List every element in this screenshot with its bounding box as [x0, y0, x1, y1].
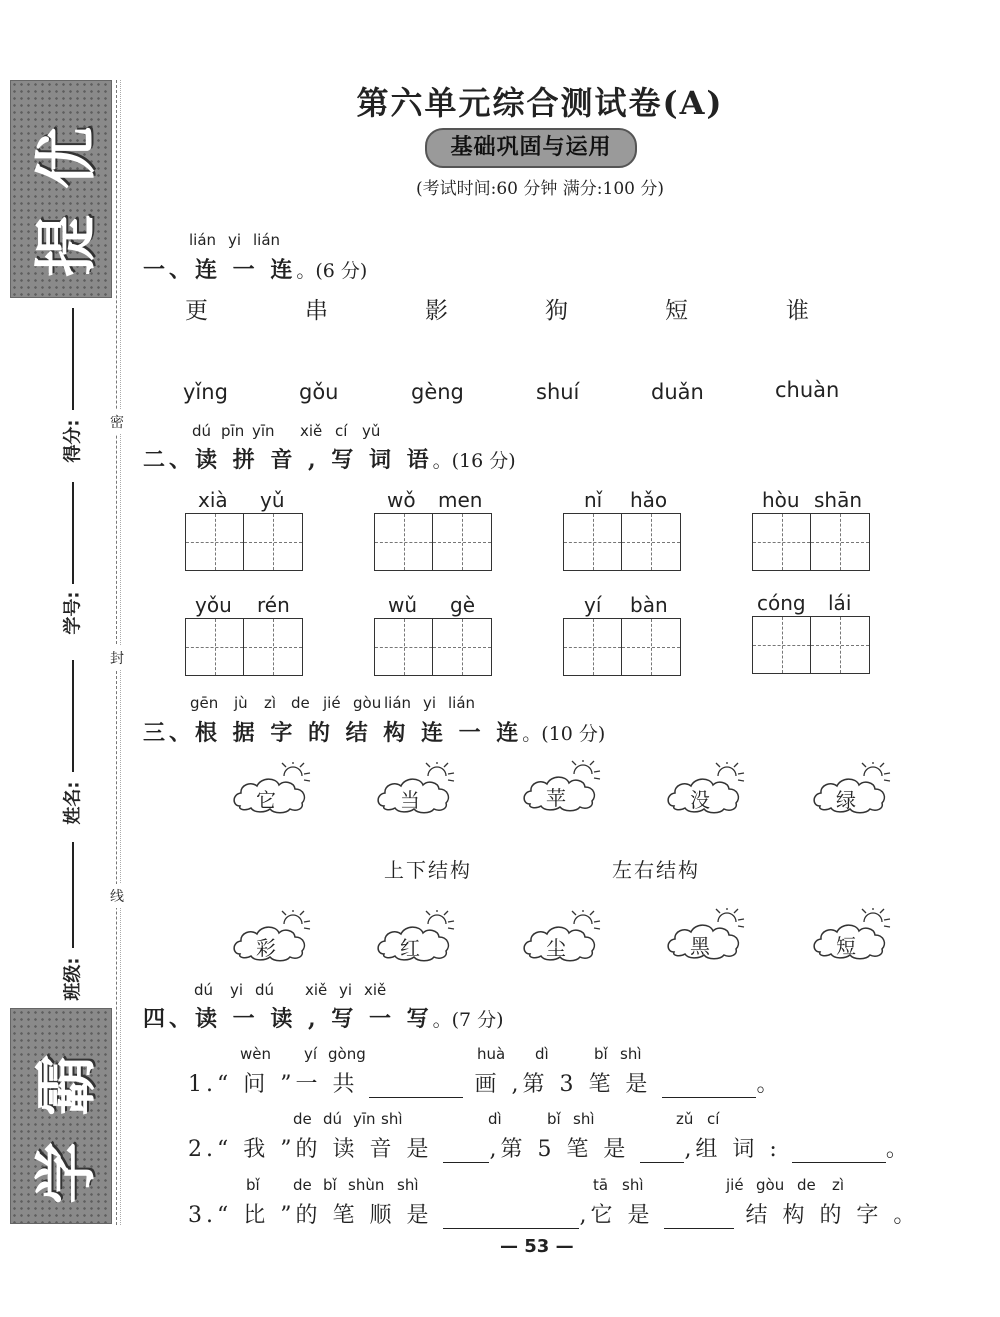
s2-word1-box[interactable]: [185, 513, 303, 571]
s2-word5-box[interactable]: [185, 618, 303, 676]
badge-bottom: [10, 1008, 112, 1224]
s3-pinyin-5: jié: [323, 694, 341, 712]
s3-pinyin-9: lián: [448, 694, 476, 712]
q2-end: 。: [885, 1137, 912, 1162]
s2-pinyin-1: dú: [192, 422, 212, 440]
q1-pinyin-b3: bǐ: [594, 1045, 608, 1063]
s2-word6-py-b: gè: [450, 593, 475, 617]
q2-text-b: ,第 5 笔 是: [489, 1137, 630, 1162]
q2-blank-3[interactable]: [792, 1140, 886, 1163]
s3-top-char-1: 它: [256, 788, 276, 812]
q2-pinyin-c1: zǔ: [676, 1110, 694, 1128]
s3-top-char-2: 当: [400, 788, 420, 812]
q2-text-c: ,组 词 :: [684, 1137, 781, 1162]
s2-word6-box[interactable]: [374, 618, 492, 676]
q3-text-c: 结 构 的 字 。: [745, 1203, 920, 1228]
s2-word7-py-b: bàn: [630, 593, 668, 617]
s4-pinyin-5: yi: [339, 981, 353, 999]
seal-mark-feng: 封: [110, 646, 124, 670]
s3-bottom-cloud-5[interactable]: [812, 908, 898, 962]
s2-word4-py-b: shān: [814, 488, 863, 512]
s2-word3-py-a: nǐ: [584, 488, 603, 512]
structure-label-top-bottom[interactable]: 上下结构: [384, 858, 472, 882]
q2-blank-2[interactable]: [640, 1140, 684, 1163]
s1-pinyin-3: lián: [253, 231, 281, 249]
s2-word4-box[interactable]: [752, 513, 870, 571]
q3-blank-1[interactable]: [443, 1206, 579, 1229]
s3-top-cloud-5[interactable]: [812, 762, 898, 816]
badge-bottom-text: 学霸: [29, 1027, 103, 1205]
section1-score: 。(6 分): [296, 260, 368, 282]
section4-score: 。(7 分): [432, 1009, 504, 1031]
s2-pinyin-2: pīn: [221, 422, 245, 440]
s3-pinyin-6: gòu: [353, 694, 382, 712]
section4-heading: [143, 1002, 504, 1033]
section1-heading-text: 一、连 一 连: [143, 257, 297, 283]
s2-word4-py-a: hòu: [762, 488, 800, 512]
score-line[interactable]: [72, 308, 74, 410]
name-line[interactable]: [72, 660, 74, 772]
q3-pinyin-a3: bǐ: [323, 1176, 337, 1194]
seal-mark-mi: 密: [110, 410, 124, 434]
q3-text-b: ,它 是: [579, 1203, 654, 1228]
q1-text-a: 1.“ 问 ”一 共: [188, 1072, 359, 1097]
s2-word2-py-a: wǒ: [387, 488, 416, 512]
q2-pinyin-a3: yīn: [353, 1110, 376, 1128]
s2-word3-py-b: hǎo: [630, 488, 668, 512]
s1-char-6[interactable]: 谁: [786, 298, 809, 324]
s3-pinyin-1: gēn: [190, 694, 219, 712]
s4-pinyin-6: xiě: [364, 981, 387, 999]
s2-word8-py-b: lái: [828, 591, 852, 615]
s3-pinyin-7: lián: [384, 694, 412, 712]
s3-top-cloud-2[interactable]: [376, 762, 462, 816]
s1-pinyin-option-2[interactable]: gǒu: [299, 380, 339, 404]
s1-char-4[interactable]: 狗: [545, 298, 568, 324]
q2-blank-1[interactable]: [443, 1140, 489, 1163]
s3-bottom-char-3: 尘: [546, 936, 566, 960]
s1-pinyin-1: lián: [189, 231, 217, 249]
s1-pinyin-2: yi: [228, 231, 242, 249]
s1-pinyin-option-3[interactable]: gèng: [411, 380, 464, 404]
q3-pinyin-b2: shì: [622, 1176, 644, 1194]
section2-heading: [143, 443, 516, 474]
exam-info: (考试时间:60 分钟 满分:100 分): [415, 179, 664, 199]
s2-word7-py-a: yí: [584, 593, 602, 617]
s3-top-cloud-1[interactable]: [232, 762, 318, 816]
q3-pinyin-a1: bǐ: [246, 1176, 260, 1194]
q1-pinyin-a2: yí: [304, 1045, 318, 1063]
seal-mark-xian: 线: [110, 884, 124, 908]
q1-blank-1[interactable]: [369, 1075, 463, 1098]
s4-pinyin-4: xiě: [305, 981, 328, 999]
section3-heading-text: 三、根 据 字 的 结 构 连 一 连: [143, 720, 523, 746]
section2-score: 。(16 分): [432, 450, 516, 472]
q3-pinyin-a4: shùn: [348, 1176, 385, 1194]
s1-pinyin-option-6[interactable]: chuàn: [775, 378, 840, 402]
s2-word2-py-b: men: [438, 488, 483, 512]
s2-pinyin-5: cí: [335, 422, 348, 440]
s1-pinyin-option-1[interactable]: yǐng: [183, 380, 228, 404]
s1-char-3[interactable]: 影: [425, 298, 448, 324]
s2-word6-py-a: wǔ: [388, 593, 418, 617]
section4-heading-text: 四、读 一 读 , 写 一 写: [143, 1006, 433, 1032]
s3-pinyin-3: zì: [264, 694, 277, 712]
subtitle-pill: 基础巩固与运用: [425, 128, 637, 168]
s1-char-5[interactable]: 短: [665, 298, 688, 324]
question-3: [188, 1198, 919, 1229]
q2-pinyin-c2: cí: [707, 1110, 720, 1128]
name-label: 姓名:: [62, 781, 84, 825]
s2-pinyin-3: yīn: [252, 422, 275, 440]
badge-top-text: 提优: [29, 100, 103, 278]
s1-pinyin-option-5[interactable]: duǎn: [651, 380, 704, 404]
q2-pinyin-b2: bǐ: [547, 1110, 561, 1128]
s3-bottom-char-5: 短: [836, 934, 856, 958]
s4-pinyin-3: dú: [255, 981, 275, 999]
q2-pinyin-b3: shì: [573, 1110, 595, 1128]
s2-pinyin-4: xiě: [300, 422, 323, 440]
q3-pinyin-a2: de: [293, 1176, 312, 1194]
s2-word5-py-a: yǒu: [195, 593, 232, 617]
q1-pinyin-a1: wèn: [240, 1045, 272, 1063]
student-no-line[interactable]: [72, 482, 74, 584]
s2-word5-py-b: rén: [257, 593, 290, 617]
s4-pinyin-1: dú: [194, 981, 214, 999]
q3-pinyin-b1: tā: [593, 1176, 609, 1194]
question-2: [188, 1132, 912, 1163]
s2-word2-box[interactable]: [374, 513, 492, 571]
class-label: 班级:: [62, 957, 84, 1001]
s2-word3-box[interactable]: [563, 513, 681, 571]
s3-bottom-char-1: 彩: [256, 936, 276, 960]
section2-heading-text: 二、读 拼 音 , 写 词 语: [143, 447, 433, 473]
s3-top-cloud-3[interactable]: [522, 760, 608, 814]
s1-char-2[interactable]: 串: [305, 298, 328, 324]
s3-pinyin-2: jù: [234, 694, 248, 712]
section3-heading: [143, 716, 605, 747]
structure-label-left-right[interactable]: 左右结构: [612, 858, 700, 882]
q3-pinyin-c1: jié: [726, 1176, 744, 1194]
s3-pinyin-4: de: [291, 694, 310, 712]
question-1: [188, 1067, 782, 1098]
q3-pinyin-c3: de: [797, 1176, 816, 1194]
s2-word8-box[interactable]: [752, 616, 870, 674]
q1-pinyin-b4: shì: [620, 1045, 642, 1063]
section1-heading: [143, 253, 367, 284]
q1-pinyin-b2: dì: [535, 1045, 549, 1063]
s3-top-char-4: 没: [690, 788, 710, 812]
s1-pinyin-option-4[interactable]: shuí: [536, 380, 580, 404]
s3-top-char-3: 苹: [546, 786, 566, 810]
s3-top-char-5: 绿: [836, 788, 856, 812]
q1-pinyin-a3: gòng: [328, 1045, 366, 1063]
q1-pinyin-b1: huà: [477, 1045, 506, 1063]
s4-pinyin-2: yi: [230, 981, 244, 999]
s3-bottom-char-4: 黑: [690, 934, 710, 958]
q1-text-b: 画 ,第 3 笔 是: [474, 1072, 652, 1097]
class-line[interactable]: [72, 842, 74, 948]
q2-pinyin-b1: dì: [488, 1110, 502, 1128]
page-title: 第六单元综合测试卷(A): [356, 84, 724, 122]
q3-text-a: 3.“ 比 ”的 笔 顺 是: [188, 1203, 433, 1228]
page-number: — 53 —: [500, 1236, 574, 1257]
s3-bottom-cloud-1[interactable]: [232, 910, 318, 964]
student-no-label: 学号:: [62, 591, 84, 635]
s2-pinyin-6: yǔ: [362, 422, 381, 440]
q3-pinyin-c2: gòu: [756, 1176, 785, 1194]
q1-blank-2[interactable]: [662, 1075, 756, 1098]
s2-word8-py-a: cóng: [757, 591, 806, 615]
s2-word1-py-b: yǔ: [260, 488, 285, 512]
q3-pinyin-c4: zì: [832, 1176, 845, 1194]
q2-pinyin-a4: shì: [381, 1110, 403, 1128]
q3-pinyin-a5: shì: [397, 1176, 419, 1194]
s1-char-1[interactable]: 更: [185, 298, 208, 324]
q2-pinyin-a2: dú: [323, 1110, 343, 1128]
s3-bottom-cloud-4[interactable]: [666, 908, 752, 962]
s3-pinyin-8: yi: [423, 694, 437, 712]
q2-text-a: 2.“ 我 ”的 读 音 是: [188, 1137, 433, 1162]
q2-pinyin-a1: de: [293, 1110, 312, 1128]
s3-bottom-cloud-2[interactable]: [376, 910, 462, 964]
q3-blank-2[interactable]: [664, 1206, 734, 1229]
s3-bottom-char-2: 红: [400, 936, 420, 960]
section3-score: 。(10 分): [522, 723, 606, 745]
q1-end: 。: [756, 1072, 783, 1097]
score-label: 得分:: [62, 419, 84, 463]
s3-bottom-cloud-3[interactable]: [522, 910, 608, 964]
s2-word7-box[interactable]: [563, 618, 681, 676]
s2-word1-py-a: xià: [198, 488, 228, 512]
s3-top-cloud-4[interactable]: [666, 762, 752, 816]
